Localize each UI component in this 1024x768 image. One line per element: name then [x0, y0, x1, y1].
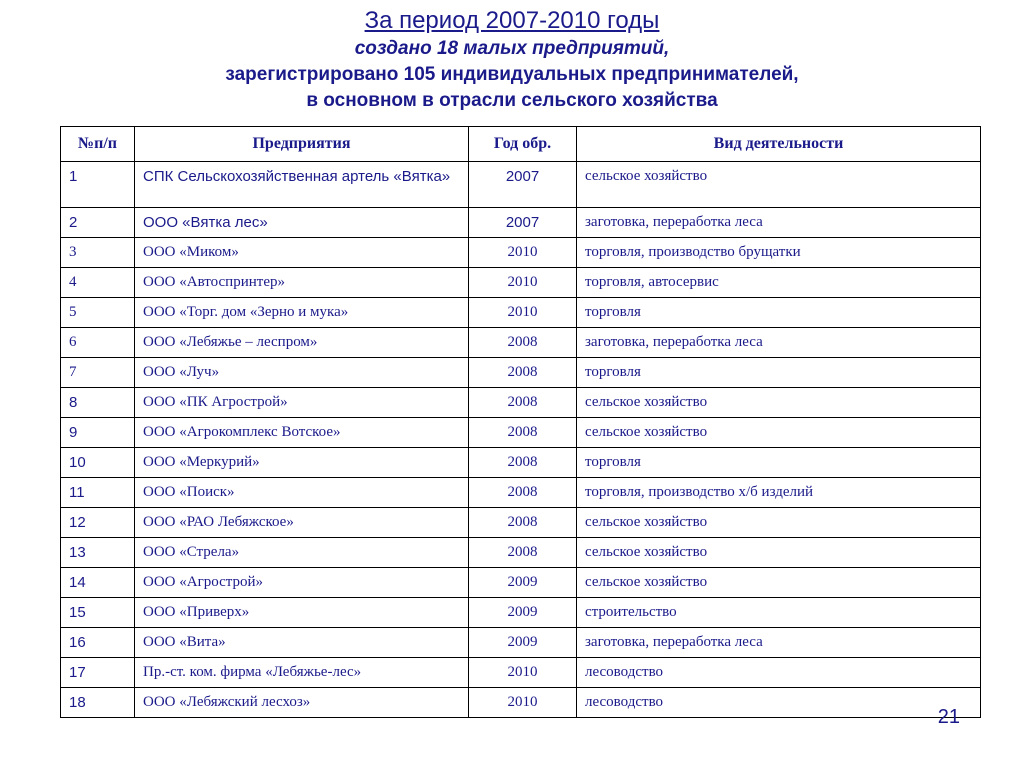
cell-enterprise: ООО «Автоспринтер»: [135, 268, 469, 298]
cell-enterprise: ООО «Вита»: [135, 628, 469, 658]
cell-enterprise: Пр.-ст. ком. фирма «Лебяжье-лес»: [135, 658, 469, 688]
table-row: [61, 568, 981, 598]
table-row: [61, 162, 981, 208]
cell-number: 1: [61, 162, 135, 208]
slide-title: За период 2007-2010 годы: [364, 7, 660, 34]
cell-year: 2008: [469, 358, 577, 388]
column-header-activity: Вид деятельности: [577, 127, 981, 162]
cell-activity: строительство: [577, 598, 981, 628]
column-header-enterprise: Предприятия: [135, 127, 469, 162]
cell-number: 15: [61, 598, 135, 628]
cell-year: 2008: [469, 508, 577, 538]
cell-year: 2008: [469, 478, 577, 508]
cell-year: 2010: [469, 658, 577, 688]
table-row: [61, 448, 981, 478]
cell-activity: лесоводство: [577, 688, 981, 718]
cell-activity: заготовка, переработка леса: [577, 208, 981, 238]
cell-activity: торговля: [577, 298, 981, 328]
cell-activity: торговля, автосервис: [577, 268, 981, 298]
cell-activity: сельское хозяйство: [577, 162, 981, 208]
table-row: [61, 628, 981, 658]
table-row: [61, 598, 981, 628]
table-row: [61, 298, 981, 328]
table-row: [61, 358, 981, 388]
cell-year: 2008: [469, 328, 577, 358]
slide-subtitle-line-1: создано 18 малых предприятий,: [354, 38, 670, 59]
cell-enterprise: ООО «Лебяжье – леспром»: [135, 328, 469, 358]
cell-enterprise: ООО «ПК Агрострой»: [135, 388, 469, 418]
table-header-row: [61, 127, 981, 162]
cell-enterprise: ООО «Агрокомплекс Вотское»: [135, 418, 469, 448]
enterprises-table: [60, 126, 981, 718]
cell-activity: сельское хозяйство: [577, 388, 981, 418]
cell-activity: торговля, производство х/б изделий: [577, 478, 981, 508]
table-row: [61, 268, 981, 298]
cell-activity: заготовка, переработка леса: [577, 328, 981, 358]
cell-enterprise: СПК Сельскохозяйственная артель «Вятка»: [135, 162, 469, 208]
cell-number: 8: [61, 388, 135, 418]
cell-enterprise: ООО «Луч»: [135, 358, 469, 388]
cell-number: 6: [61, 328, 135, 358]
table-row: [61, 208, 981, 238]
cell-number: 16: [61, 628, 135, 658]
cell-number: 7: [61, 358, 135, 388]
table-row: [61, 508, 981, 538]
cell-number: 17: [61, 658, 135, 688]
cell-year: 2007: [469, 162, 577, 208]
cell-activity: сельское хозяйство: [577, 568, 981, 598]
cell-enterprise: ООО «Приверх»: [135, 598, 469, 628]
cell-year: 2010: [469, 238, 577, 268]
cell-enterprise: ООО «Миком»: [135, 238, 469, 268]
cell-enterprise: ООО «Лебяжский лесхоз»: [135, 688, 469, 718]
cell-activity: торговля: [577, 448, 981, 478]
table-row: [61, 688, 981, 718]
cell-year: 2008: [469, 388, 577, 418]
table-row: [61, 328, 981, 358]
slide-title-block: [0, 6, 1024, 114]
cell-number: 11: [61, 478, 135, 508]
cell-number: 13: [61, 538, 135, 568]
slide-subtitle-line-3: в основном в отрасли сельского хозяйства: [306, 90, 718, 111]
cell-activity: лесоводство: [577, 658, 981, 688]
cell-enterprise: ООО «Вятка лес»: [135, 208, 469, 238]
table-row: [61, 388, 981, 418]
cell-year: 2009: [469, 568, 577, 598]
slide-subtitle-line-2: зарегистрировано 105 индивидуальных предпринимателей,: [225, 64, 799, 85]
cell-activity: торговля: [577, 358, 981, 388]
cell-activity: заготовка, переработка леса: [577, 628, 981, 658]
cell-year: 2008: [469, 418, 577, 448]
column-header-number: №п/п: [61, 127, 135, 162]
cell-activity: торговля, производство брущатки: [577, 238, 981, 268]
cell-number: 12: [61, 508, 135, 538]
column-header-year: Год обр.: [469, 127, 577, 162]
cell-year: 2009: [469, 598, 577, 628]
cell-enterprise: ООО «Торг. дом «Зерно и мука»: [135, 298, 469, 328]
table-row: [61, 478, 981, 508]
cell-number: 2: [61, 208, 135, 238]
cell-year: 2010: [469, 268, 577, 298]
cell-year: 2010: [469, 688, 577, 718]
slide-page-number: 21: [937, 706, 960, 728]
cell-number: 14: [61, 568, 135, 598]
table-row: [61, 418, 981, 448]
cell-activity: сельское хозяйство: [577, 418, 981, 448]
cell-number: 3: [61, 238, 135, 268]
cell-enterprise: ООО «Агрострой»: [135, 568, 469, 598]
cell-year: 2009: [469, 628, 577, 658]
cell-year: 2008: [469, 538, 577, 568]
cell-number: 10: [61, 448, 135, 478]
cell-year: 2010: [469, 298, 577, 328]
cell-year: 2007: [469, 208, 577, 238]
table-body: [61, 162, 981, 718]
cell-year: 2008: [469, 448, 577, 478]
table-row: [61, 658, 981, 688]
cell-activity: сельское хозяйство: [577, 538, 981, 568]
cell-activity: сельское хозяйство: [577, 508, 981, 538]
cell-number: 9: [61, 418, 135, 448]
cell-number: 5: [61, 298, 135, 328]
cell-number: 18: [61, 688, 135, 718]
cell-enterprise: ООО «Меркурий»: [135, 448, 469, 478]
cell-number: 4: [61, 268, 135, 298]
table-row: [61, 538, 981, 568]
cell-enterprise: ООО «Стрела»: [135, 538, 469, 568]
cell-enterprise: ООО «РАО Лебяжское»: [135, 508, 469, 538]
table-row: [61, 238, 981, 268]
cell-enterprise: ООО «Поиск»: [135, 478, 469, 508]
